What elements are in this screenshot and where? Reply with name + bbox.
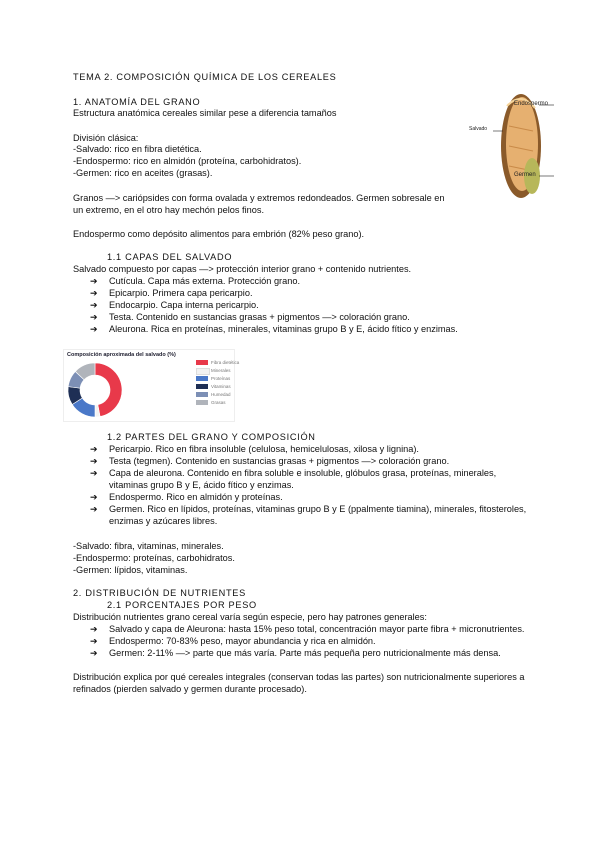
- list-item: Endospermo. Rico en almidón y proteínas.: [109, 492, 283, 502]
- list-item: Endospermo: 70-83% peso, mayor abundancia y rica en almidón.: [109, 636, 376, 646]
- grain-anatomy-figure: [469, 86, 589, 200]
- granos-text: Granos —> cariópsides con forma ovalada y extremos redondeados. Germen sobresale en: [73, 193, 445, 203]
- section-1-2-heading: 1.2 PARTES DEL GRANO Y COMPOSICIÓN: [107, 432, 316, 442]
- arrow-icon: ➔: [90, 276, 98, 286]
- summary-line: -Endospermo: proteínas, carbohidratos.: [73, 553, 235, 563]
- summary-line: -Germen: lípidos, vitaminas.: [73, 565, 188, 575]
- arrow-icon: ➔: [90, 312, 98, 322]
- section-1-intro: Estructura anatómica cereales similar pese a diferencia tamaños: [73, 108, 337, 118]
- list-item: Testa (tegmen). Contenido en sustancias grasas + pigmentos —> coloración grano.: [109, 456, 450, 466]
- grain-label-salvado: Salvado: [469, 126, 488, 132]
- grain-label-germen: Germen: [514, 172, 536, 178]
- legend-swatch: [196, 400, 208, 405]
- list-item: Capa de aleurona. Contenido en fibra soluble e insoluble, glóbulos grasa, proteínas, minerales,: [109, 468, 497, 478]
- list-item: Testa. Contenido en sustancias grasas + pigmentos —> coloración grano.: [109, 312, 410, 322]
- list-item: Pericarpio. Rico en fibra insoluble (celulosa, hemicelulosas, xilosa y lignina).: [109, 444, 419, 454]
- legend-swatch: [196, 384, 208, 389]
- legend-label: Humedad: [211, 392, 231, 397]
- legend-swatch: [196, 368, 210, 375]
- arrow-icon: ➔: [90, 468, 98, 478]
- arrow-icon: ➔: [90, 444, 98, 454]
- section-2-heading: 2. DISTRIBUCIÓN DE NUTRIENTES: [73, 588, 246, 598]
- list-item-cont: enzimas y azúcares libres.: [109, 516, 218, 526]
- arrow-icon: ➔: [90, 324, 98, 334]
- list-item: Salvado y capa de Aleurona: hasta 15% peso total, concentración mayor parte fibra + micronutrientes.: [109, 624, 525, 634]
- arrow-icon: ➔: [90, 300, 98, 310]
- arrow-icon: ➔: [90, 624, 98, 634]
- chart-title: Composición aproximada del salvado (%): [67, 352, 176, 358]
- conclusion-text: Distribución explica por qué cereales integrales (conservan todas las partes) son nutricionalmente superiores a: [73, 672, 525, 682]
- donut-svg: [64, 357, 144, 421]
- conclusion-text: refinados (pierden salvado y germen durante procesado).: [73, 684, 307, 694]
- summary-line: -Salvado: fibra, vitaminas, minerales.: [73, 541, 224, 551]
- list-item: Cutícula. Capa más externa. Protección grano.: [109, 276, 300, 286]
- list-item: Aleurona. Rica en proteínas, minerales, vitaminas grupo B y E, ácido fítico y enzimas.: [109, 324, 458, 334]
- legend-swatch: [196, 376, 208, 381]
- list-item: Endocarpio. Capa interna pericarpio.: [109, 300, 259, 310]
- grain-label-endospermo: Endospermo: [514, 101, 549, 107]
- arrow-icon: ➔: [90, 504, 98, 514]
- granos-text: un extremo, en el otro hay mechón pelos finos.: [73, 205, 265, 215]
- legend-swatch: [196, 392, 208, 397]
- division-title: División clásica:: [73, 133, 139, 143]
- donut-slice-0: [95, 363, 122, 417]
- section-1-1-heading: 1.1 CAPAS DEL SALVADO: [107, 252, 233, 262]
- section-2-intro: Distribución nutrientes grano cereal varía según especie, pero hay patrones generales:: [73, 612, 427, 622]
- legend-label: Vitaminas: [211, 384, 231, 389]
- legend-label: Proteínas: [211, 376, 231, 381]
- legend-label: Minerales: [211, 368, 231, 373]
- division-item: -Endospermo: rico en almidón (proteína, carbohidratos).: [73, 156, 302, 166]
- legend-label: Grasas: [211, 400, 226, 405]
- list-item-cont: vitaminas grupo B y E, ácido fítico y enzimas.: [109, 480, 294, 490]
- arrow-icon: ➔: [90, 456, 98, 466]
- division-item: -Salvado: rico en fibra dietética.: [73, 144, 202, 154]
- legend-label: Fibra dietética: [211, 360, 240, 365]
- list-item: Epicarpio. Primera capa pericarpio.: [109, 288, 253, 298]
- arrow-icon: ➔: [90, 636, 98, 646]
- arrow-icon: ➔: [90, 288, 98, 298]
- bran-composition-chart: [63, 349, 240, 422]
- section-1-heading: 1. ANATOMÍA DEL GRANO: [73, 97, 201, 107]
- document-title: TEMA 2. COMPOSICIÓN QUÍMICA DE LOS CEREALES: [73, 72, 337, 82]
- section-2-1-heading: 2.1 PORCENTAJES POR PESO: [107, 600, 257, 610]
- arrow-icon: ➔: [90, 648, 98, 658]
- list-item: Germen: 2-11% —> parte que más varía. Parte más pequeña pero nutricionalmente más densa.: [109, 648, 501, 658]
- division-item: -Germen: rico en aceites (grasas).: [73, 168, 213, 178]
- legend-swatch: [196, 360, 208, 365]
- endospermo-text: Endospermo como depósito alimentos para embrión (82% peso grano).: [73, 229, 365, 239]
- section-1-1-intro: Salvado compuesto por capas —> protección interior grano + contenido nutrientes.: [73, 264, 412, 274]
- arrow-icon: ➔: [90, 492, 98, 502]
- list-item: Germen. Rico en lípidos, proteínas, vitaminas grupo B y E (ppalmente tiamina), minerales, fitosteroles,: [109, 504, 527, 514]
